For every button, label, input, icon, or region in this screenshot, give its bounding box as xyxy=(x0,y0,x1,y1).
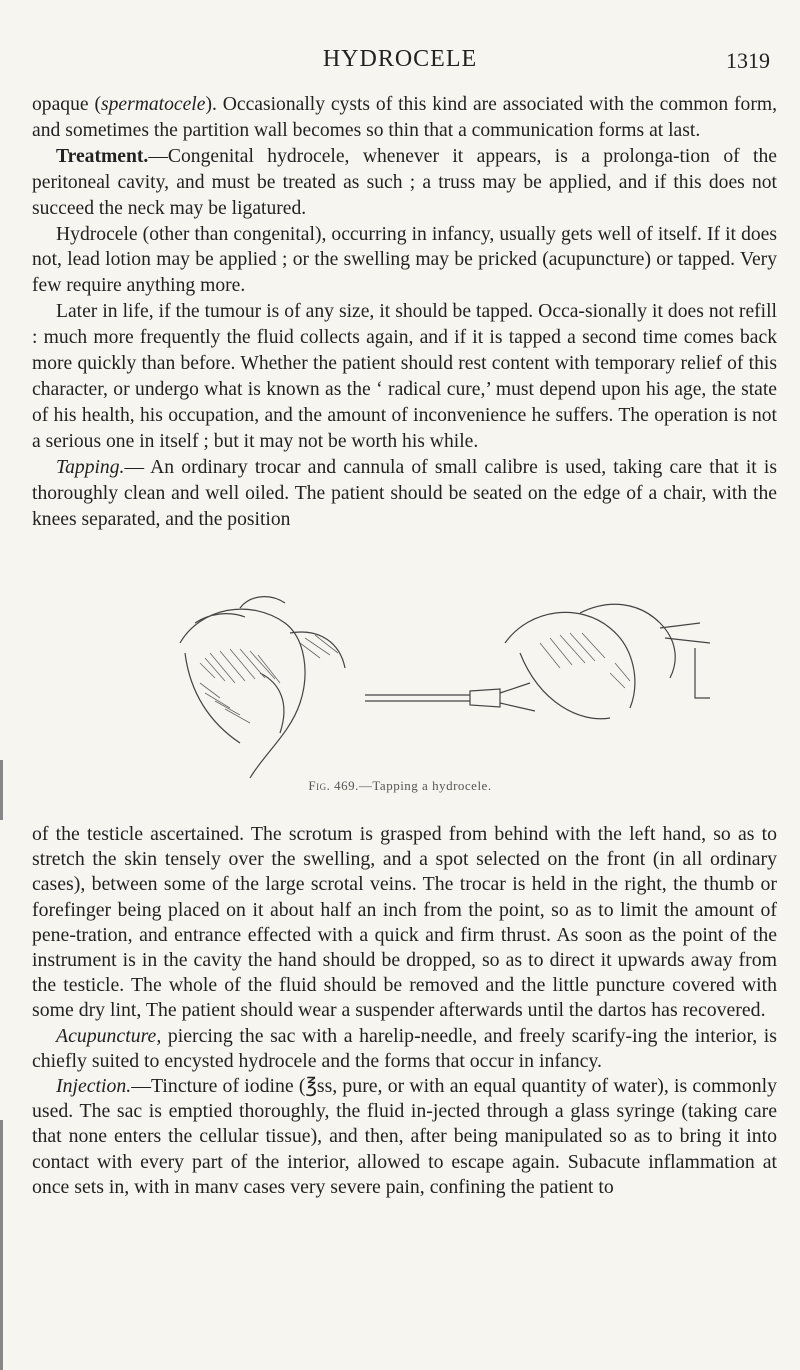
scan-edge-mark xyxy=(0,760,3,820)
paragraph-spermatocele: opaque (spermatocele). Occasionally cysts of this kind are associated with the common form, and sometimes the partition wall becomes so thin that a communication forms at last. xyxy=(32,94,777,141)
figure-caption-text: —Tapping a hydrocele. xyxy=(358,778,492,793)
paragraph-tapping: Tapping.— An ordinary trocar and cannula of small calibre is used, taking care that it is thoroughly clean and well oiled. The patient should be seated on the edge of a chair, with the knees separated, and the position xyxy=(32,456,777,530)
scan-edge-mark xyxy=(0,1120,3,1370)
heading-treatment: Treatment. xyxy=(56,145,149,167)
paragraph-acupuncture: Acupuncture, piercing the sac with a harelip-needle, and freely scarify-ing the interior, is chiefly suited to encysted hydrocele and the forms that occur in infancy. xyxy=(32,1024,777,1072)
figure-tapping-illustration xyxy=(140,583,740,793)
tapping-illustration xyxy=(140,583,740,793)
figure-caption xyxy=(0,778,800,794)
bottom-text-block xyxy=(32,822,777,1200)
page-number: 1319 xyxy=(726,48,770,73)
trocar-drawing xyxy=(365,683,535,711)
top-text-block xyxy=(32,92,777,532)
right-hand-drawing xyxy=(505,604,710,718)
heading-acupuncture: Acupuncture, xyxy=(56,1024,162,1047)
running-head xyxy=(0,46,800,76)
heading-injection: Injection. xyxy=(56,1075,132,1098)
paragraph-tapping-continued: of the testicle ascertained. The scrotum is grasped from behind with the left hand, so as to stretch the skin tensely over the swelling, and a spot selected on the front (in all ordinary cases), between some of the large scrotal veins. The trocar is held in the right, the thumb or forefinger being placed on it about half an inch from the point, so as to limit the amount of pene-tration, and entrance effected with a quick and firm thrust. As soon as the point of the instrument is in the cavity the hand should be dropped, so as to direct it upwards away from the testicle. The whole of the fluid should be removed and the little puncture covered with some dry lint, The patient should wear a suspender afterwards until the dartos has recovered. xyxy=(32,823,777,1022)
paragraph-later-life: Later in life, if the tumour is of any size, it should be tapped. Occa-sionally it does not refill : much more frequently the fluid collects again, and if it is tapped a second time comes back more quickly than before. Whether the patient should rest content with temporary relief of this character, or undergo what is known as the ‘ radical cure,’ must depend upon his age, the state of his health, his occupation, and the amount of inconvenience he suffers. The operation is not a serious one in itself ; but it may not be worth his while. xyxy=(32,301,777,452)
term-spermatocele: spermatocele xyxy=(100,94,206,115)
heading-tapping: Tapping. xyxy=(56,456,125,478)
running-title: HYDROCELE xyxy=(322,46,478,72)
paragraph-treatment: Treatment.—Congenital hydrocele, whenever it appears, is a prolonga-tion of the peritoneal cavity, and must be treated as such ; a truss may be applied, and if this does not succeed the neck may be ligatured. xyxy=(32,145,777,219)
left-hand-drawing xyxy=(180,597,345,778)
paragraph-infancy: Hydrocele (other than congenital), occurring in infancy, usually gets well of itself. If it does not, lead lotion may be applied ; or the swelling may be pricked (acupuncture) or tapped. Very few require anything more. xyxy=(32,223,777,297)
paragraph-injection: Injection.—Tincture of iodine (℥ss, pure, or with an equal quantity of water), is commonly used. The sac is emptied thoroughly, the fluid in-jected through a glass syringe (taking care that none enters the cellular tissue), and then, after being manipulated so as to bring it into contact with every part of the interior, allowed to escape again. Subacute inflammation at once sets in, with in manv cases very severe pain, confining the patient to xyxy=(32,1075,777,1198)
figure-number: Fig. 469. xyxy=(308,778,359,793)
